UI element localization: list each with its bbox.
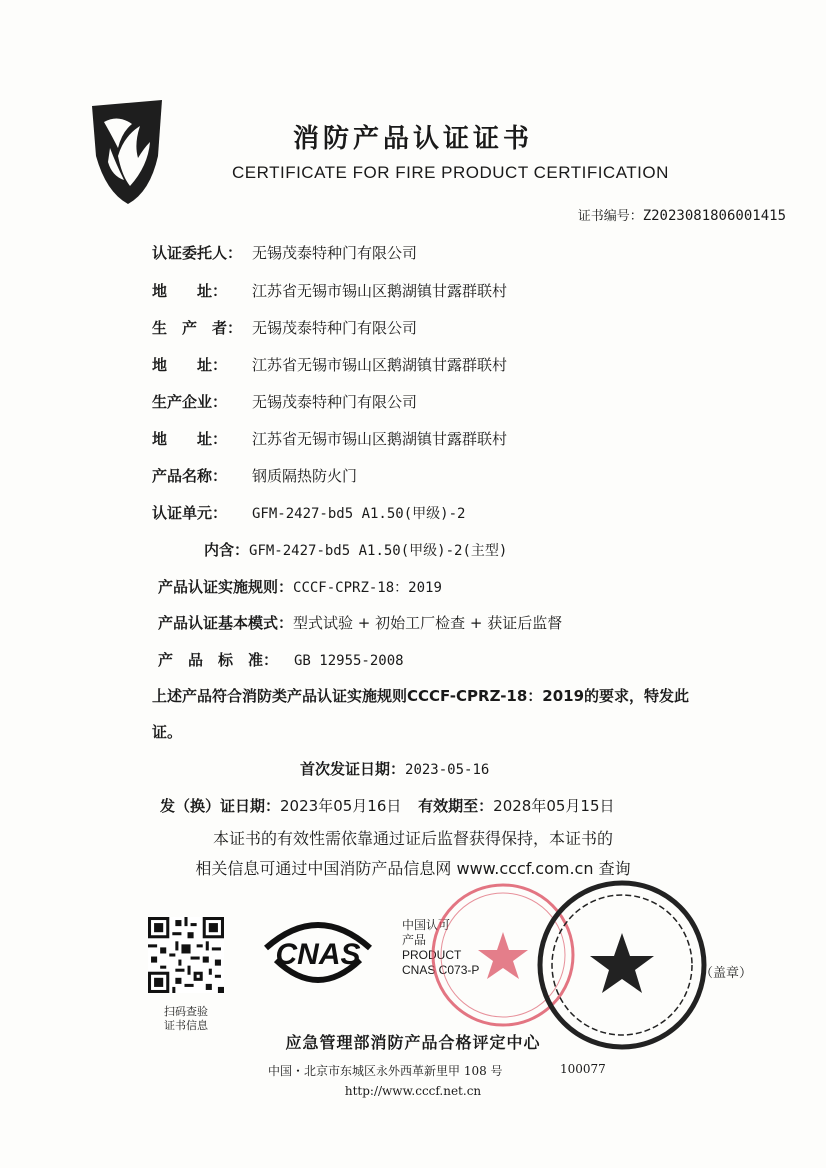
field-value: 钢质隔热防火门 [252, 467, 358, 485]
field-label: 产品名称： [152, 467, 228, 485]
field-row [158, 576, 442, 597]
issue-date: 2023年05月16日 [280, 797, 402, 815]
field-value: GFM-2427-bd5 A1.50(甲级)-2 [252, 506, 466, 522]
field-value: 江苏省无锡市锡山区鹅湖镇甘露群联村 [252, 356, 508, 374]
field-label: 地 址： [152, 430, 228, 448]
mode-value: 型式试验 + 初始工厂检查 + 获证后监督 [293, 614, 563, 632]
field-label: 认证委托人： [152, 244, 243, 262]
qr-code-icon[interactable] [148, 917, 224, 993]
certificate-number [578, 205, 786, 224]
field-value: 无锡茂泰特种门有限公司 [252, 393, 418, 411]
first-issue-date: 2023-05-16 [405, 762, 490, 778]
certificate-number-value: Z2023081806001415 [642, 208, 786, 224]
cnas-line-4: CNAS C073-P [402, 963, 480, 977]
valid-until-date: 2028年05月15日 [493, 797, 615, 815]
contains-label: 内含： [204, 541, 250, 559]
rules-label: 产品认证实施规则： [158, 578, 294, 596]
field-label: 生 产 者： [152, 319, 243, 337]
field-row [158, 612, 562, 633]
field-value: 江苏省无锡市锡山区鹅湖镇甘露群联村 [252, 282, 508, 300]
certificate-number-label: 证书编号： [577, 209, 643, 224]
conformity-statement: 上述产品符合消防类产品认证实施规则CCCF-CPRZ-18：2019的要求，特发此证。 [152, 687, 690, 741]
field-value: 无锡茂泰特种门有限公司 [252, 244, 418, 262]
field-row [152, 502, 465, 523]
cnas-logo-icon [258, 908, 378, 998]
field-row [152, 391, 417, 412]
field-row [152, 428, 507, 449]
issue-label: 发（换）证日期： [160, 797, 281, 815]
certificate-title-en: CERTIFICATE FOR FIRE PRODUCT CERTIFICATION [232, 163, 669, 182]
cnas-line-3: PRODUCT [402, 948, 462, 962]
first-issue-row [300, 758, 489, 779]
qr-caption-line-2: 证书信息 [164, 1019, 208, 1032]
organization-zip: 100077 [560, 1062, 606, 1076]
contains-value: GFM-2427-bd5 A1.50(甲级)-2(主型) [249, 543, 508, 559]
seal-star-icon [478, 932, 528, 979]
notice-line-2: 相关信息可通过中国消防产品信息网 www.cccf.com.cn 查询 [195, 859, 631, 878]
field-label: 生产企业： [152, 393, 228, 411]
qr-caption [148, 1005, 224, 1033]
first-issue-label: 首次发证日期： [300, 760, 406, 778]
seal-note: （盖章） [700, 966, 753, 981]
field-row [152, 354, 507, 375]
standard-label: 产 品 标 准： [158, 651, 279, 669]
field-value: 无锡茂泰特种门有限公司 [252, 319, 418, 337]
notice-line-1: 本证书的有效性需依靠通过证后监督获得保持，本证书的 [212, 829, 613, 848]
certificate-title-cn: 消防产品认证证书 [292, 124, 533, 154]
cnas-logo-text: CNAS [275, 938, 361, 971]
field-row [152, 280, 507, 301]
field-row [152, 242, 417, 263]
cnas-line-1: 中国认可 [402, 918, 451, 932]
field-row [152, 317, 417, 338]
cnas-line-2: 产品 [402, 933, 427, 947]
rules-value: CCCF-CPRZ-18：2019 [293, 580, 442, 596]
field-row [152, 465, 357, 486]
field-row [204, 539, 507, 560]
field-label: 认证单元： [152, 504, 228, 522]
seal-star-icon [590, 933, 654, 993]
issue-row [160, 795, 615, 816]
field-value: 江苏省无锡市锡山区鹅湖镇甘露群联村 [252, 430, 508, 448]
field-label: 地 址： [152, 282, 228, 300]
mode-label: 产品认证基本模式： [158, 614, 294, 632]
organization-url[interactable]: http://www.cccf.net.cn [344, 1084, 482, 1098]
valid-until-label: 有效期至： [418, 797, 494, 815]
standard-value: GB 12955-2008 [294, 653, 404, 669]
field-label: 地 址： [152, 356, 228, 374]
certification-center-seal-stamp [535, 878, 710, 1053]
field-row [158, 649, 404, 670]
qr-caption-line-1: 扫码查验 [164, 1005, 208, 1018]
issuing-organization: 应急管理部消防产品合格评定中心 [285, 1033, 541, 1052]
organization-address: 中国・北京市东城区永外西革新里甲 108 号 [268, 1064, 503, 1078]
